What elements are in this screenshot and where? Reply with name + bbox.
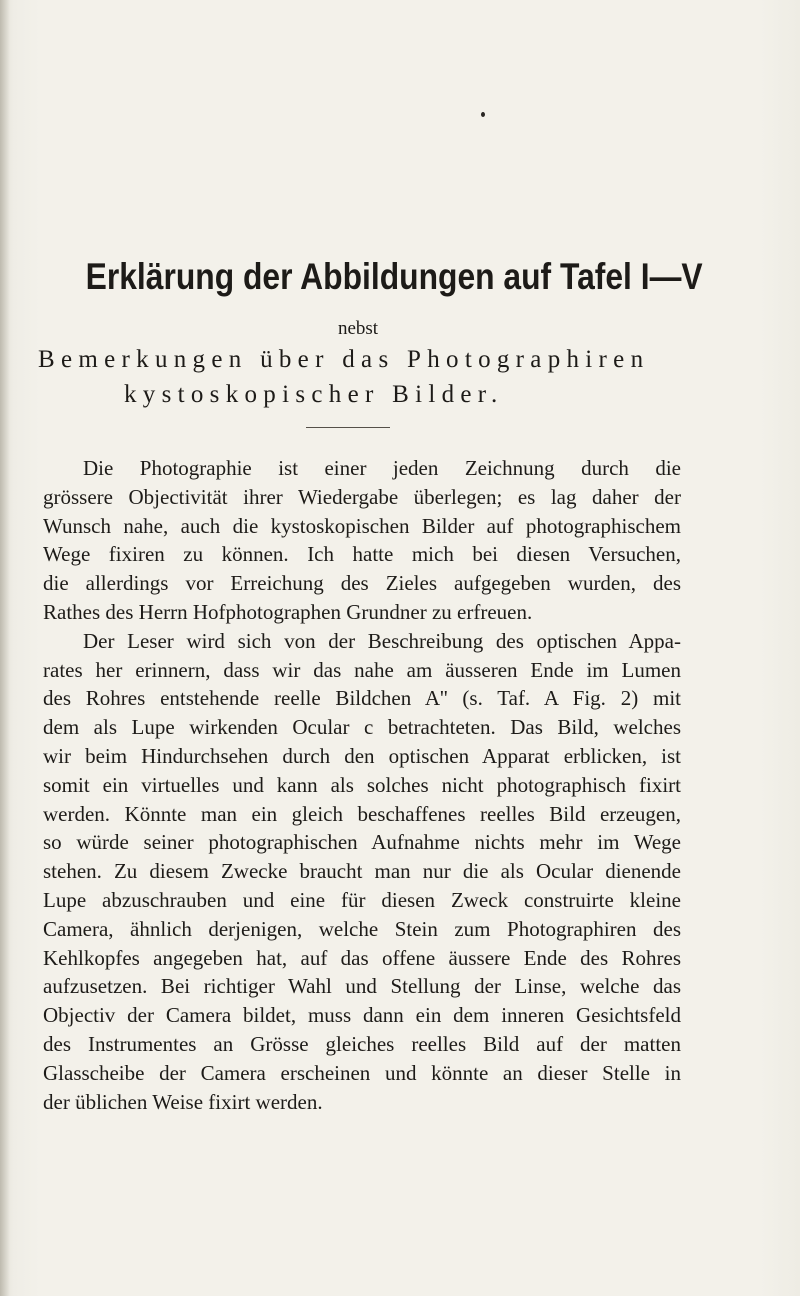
text-line: Objectiv der Camera bildet, muss dann ein dem inneren Gesichtsfeld (43, 1003, 681, 1028)
text-line: werden. Könnte man ein gleich beschaffenes reelles Bild erzeugen, (43, 801, 681, 826)
text-line: aufzusetzen. Bei richtiger Wahl und Stellung der Linse, welche das (43, 974, 681, 999)
text-line: Wunsch nahe, auch die kystoskopischen Bilder auf photographischem (43, 513, 681, 538)
paragraph-2 (43, 627, 681, 1117)
text-line: Lupe abzuschrauben und eine für diesen Zweck construirte kleine (43, 887, 681, 912)
section-divider (306, 427, 390, 428)
text-line: dem als Lupe wirkenden Ocular c betrachteten. Das Bild, welches (43, 715, 681, 740)
subtitle-line-1: Bemerkungen über das Photographiren (38, 346, 650, 373)
text-line: Camera, ähnlich derjenigen, welche Stein zum Photographiren des (43, 916, 681, 941)
subtitle-line-2: kystoskopischer Bilder. (124, 381, 504, 408)
text-line: Die Photographie ist einer jeden Zeichnung durch die (83, 456, 681, 480)
text-line: stehen. Zu diesem Zwecke braucht man nur die als Ocular dienende (43, 859, 681, 884)
text-line: der üblichen Weise fixirt werden. (43, 1089, 323, 1114)
text-line: wir beim Hindurchsehen durch den optischen Apparat erblicken, ist (43, 743, 681, 768)
document-title: Erklärung der Abbildungen auf Tafel I—V (85, 256, 703, 297)
text-line: grössere Objectivität ihrer Wiedergabe überlegen; es lag daher der (43, 484, 681, 509)
title-connector: nebst (337, 318, 379, 339)
text-line: die allerdings vor Erreichung des Zieles aufgegeben wurden, des (43, 571, 681, 596)
text-line: so würde seiner photographischen Aufnahme nichts mehr im Wege (43, 830, 681, 855)
text-line: Der Leser wird sich von der Beschreibung des optischen Appa- (83, 628, 681, 653)
text-line: Glasscheibe der Camera erscheinen und könnte an dieser Stelle in (43, 1060, 681, 1085)
ink-speck (481, 112, 485, 117)
text-line: des Rohres entstehende reelle Bildchen A'' (s. Taf. A Fig. 2) mit (43, 686, 681, 711)
text-line: rates her erinnern, dass wir das nahe am äusseren Ende im Lumen (43, 657, 681, 682)
paragraph-1 (43, 454, 681, 627)
text-line: Kehlkopfes angegeben hat, auf das offene äussere Ende des Rohres (43, 945, 681, 970)
text-line: Wege fixiren zu können. Ich hatte mich bei diesen Versuchen, (43, 542, 681, 567)
page-edge-shadow (0, 0, 10, 1296)
text-line: somit ein virtuelles und kann als solches nicht photographisch fixirt (43, 772, 681, 797)
text-line: Rathes des Herrn Hofphotographen Grundner zu erfreuen. (43, 599, 533, 624)
body-text (43, 454, 681, 1116)
text-line: des Instrumentes an Grösse gleiches reelles Bild auf der matten (43, 1031, 681, 1056)
